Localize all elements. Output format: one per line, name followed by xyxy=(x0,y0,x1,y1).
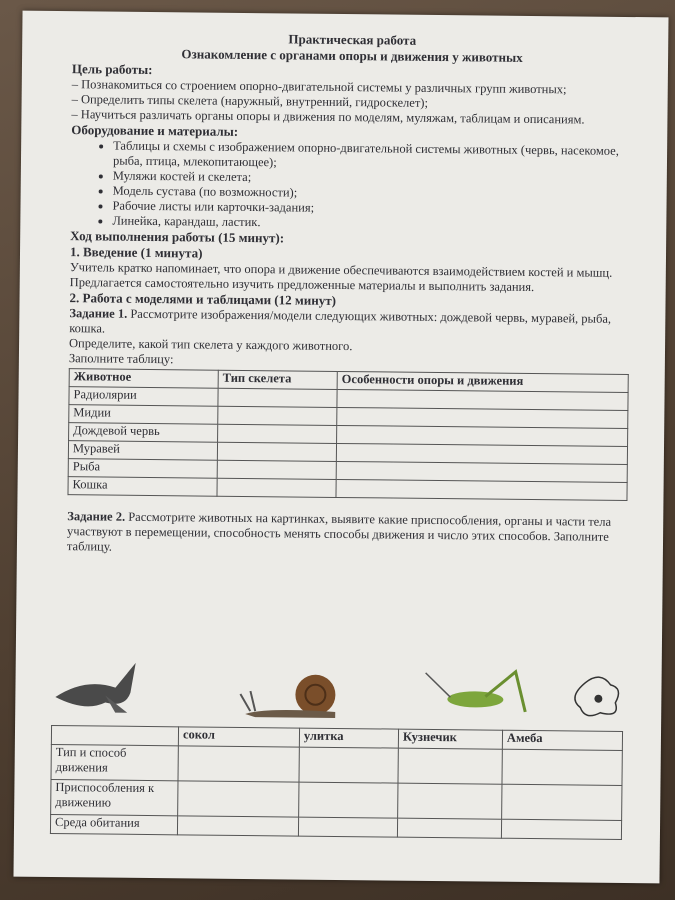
snail-icon xyxy=(240,674,335,718)
goal-1: – Познакомиться со строением опорно-двигательной системы у различных групп животных; xyxy=(71,77,567,97)
table1-animal: Дождевой червь xyxy=(69,423,218,443)
table-row xyxy=(51,779,622,820)
page-subtitle: Ознакомление с органами опоры и движения у животных xyxy=(181,46,523,65)
worksheet-page xyxy=(13,11,668,884)
answer-cell[interactable] xyxy=(398,783,502,819)
answer-cell[interactable] xyxy=(502,784,622,820)
table1-animal: Радиолярии xyxy=(69,387,218,407)
skeleton-table xyxy=(67,368,628,501)
equipment-item: • Муляжи костей и скелета; xyxy=(113,169,631,189)
table2-header: сокол xyxy=(178,727,299,747)
answer-cell[interactable] xyxy=(177,816,298,836)
goal-heading: Цель работы: xyxy=(71,61,153,78)
table-row xyxy=(51,744,622,785)
page-title: Практическая работа xyxy=(288,31,417,48)
equipment-item: • Таблицы и схемы с изображением опорно-двигательной системы животных (червь, насекомое, рыба, птица, млекопитающее); xyxy=(113,139,631,174)
table2-header: Кузнечик xyxy=(398,729,502,749)
answer-cell[interactable] xyxy=(299,747,398,783)
equipment-item: • Линейка, карандаш, ластик. xyxy=(112,214,630,234)
answer-cell[interactable] xyxy=(218,406,337,425)
goal-2: – Определить типы скелета (наружный, внутренний, гидроскелет); xyxy=(71,92,429,110)
equipment-heading: Оборудование и материалы: xyxy=(71,122,239,139)
equipment-item: • Рабочие листы или карточки-задания; xyxy=(112,199,630,219)
equipment-item: • Модель сустава (по возможности); xyxy=(113,184,631,204)
task1-line2: Определите, какой тип скелета у каждого животного. xyxy=(68,336,353,354)
answer-cell[interactable] xyxy=(397,818,501,838)
answer-cell[interactable] xyxy=(398,748,502,784)
amoeba-icon xyxy=(575,677,619,716)
table1-animal: Рыба xyxy=(68,459,217,479)
answer-cell[interactable] xyxy=(178,781,299,817)
answer-cell[interactable] xyxy=(336,479,627,500)
equipment-list xyxy=(70,138,631,234)
task2-body: Рассмотрите животных на картинках, выявите какие приспособления, органы и части тела участвуют в перемещении, способность менять способы движения и число этих способов. Заполните таблицу. xyxy=(66,509,612,554)
table1-animal: Мидии xyxy=(69,405,218,425)
task1-line3: Заполните таблицу: xyxy=(68,351,174,367)
falcon-icon xyxy=(55,662,136,713)
animal-pictures xyxy=(45,657,626,723)
table1-header: Особенности опоры и движения xyxy=(337,371,628,392)
table1-animal: Кошка xyxy=(68,477,217,497)
table2-criterion: Среда обитания xyxy=(50,814,177,834)
movement-table xyxy=(50,725,623,840)
goal-3: – Научиться различать органы опоры и движения по моделям, муляжам, таблицам и описаниям. xyxy=(71,107,585,127)
answer-cell[interactable] xyxy=(217,478,336,497)
answer-cell[interactable] xyxy=(299,782,398,818)
answer-cell[interactable] xyxy=(298,817,397,837)
table2-criterion: Приспособления к движению xyxy=(51,779,178,815)
table2-header xyxy=(51,725,178,745)
answer-cell[interactable] xyxy=(217,460,336,479)
table1-header: Тип скелета xyxy=(218,370,337,389)
worksheet-content xyxy=(54,29,632,830)
intro-heading: 1. Введение (1 минута) xyxy=(69,244,203,261)
task1-body: Рассмотрите изображения/модели следующих животных: дождевой червь, муравей, рыба, кошка. xyxy=(69,306,612,336)
task2-label: Задание 2. xyxy=(67,509,126,524)
table2-header: улитка xyxy=(299,728,398,748)
answer-cell[interactable] xyxy=(501,819,621,839)
table1-header: Животное xyxy=(69,369,218,389)
table2-header: Амеба xyxy=(502,730,622,750)
table2-criterion: Тип и способ движения xyxy=(51,744,178,780)
intro-text: Учитель кратко напоминает, что опора и движение обеспечиваются взаимодействием костей и мышц. Предлагается самостоятельно изучить предложенные материалы и выполнить задания. xyxy=(69,260,613,295)
task1-label: Задание 1. xyxy=(69,306,128,321)
grasshopper-icon xyxy=(425,671,525,712)
answer-cell[interactable] xyxy=(218,424,337,443)
table1-animal: Муравей xyxy=(68,441,217,461)
answer-cell[interactable] xyxy=(502,749,622,785)
work-heading: 2. Работа с моделями и таблицами (12 минут) xyxy=(69,290,337,308)
answer-cell[interactable] xyxy=(178,746,299,782)
answer-cell[interactable] xyxy=(217,442,336,461)
progress-heading: Ход выполнения работы (15 минут): xyxy=(70,228,285,246)
task2-text xyxy=(67,509,627,560)
answer-cell[interactable] xyxy=(218,388,337,407)
